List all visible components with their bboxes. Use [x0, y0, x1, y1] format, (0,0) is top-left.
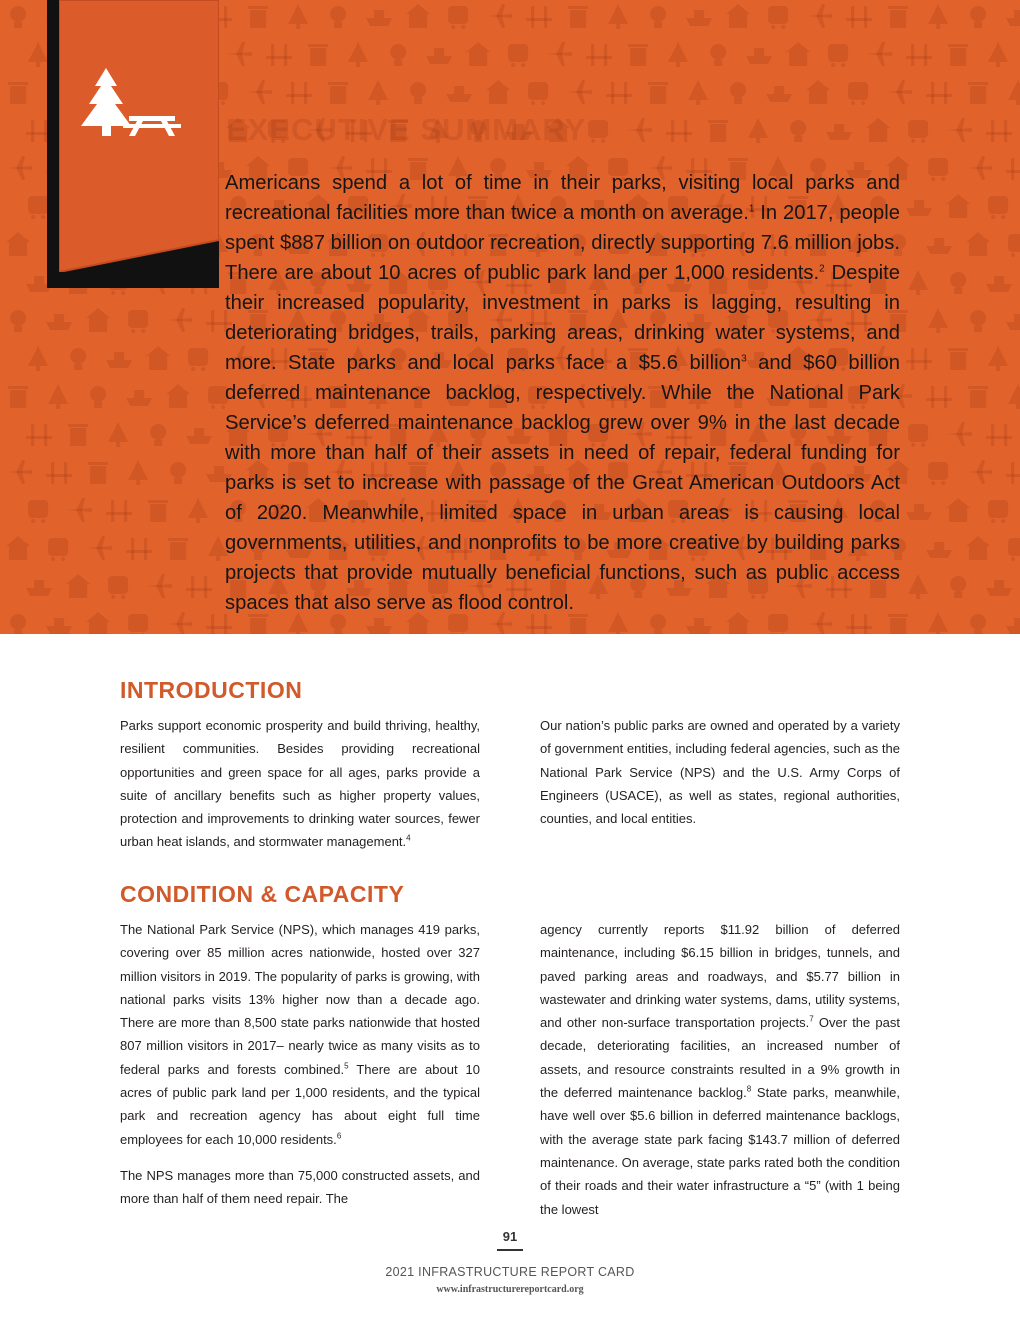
pattern-icon — [766, 86, 792, 102]
pattern-icon — [46, 618, 72, 634]
pattern-icon — [26, 424, 52, 446]
pattern-icon — [908, 270, 928, 295]
pattern-icon — [106, 352, 132, 368]
pattern-icon — [148, 500, 168, 522]
pattern-icon — [926, 82, 952, 104]
pattern-icon — [1008, 538, 1020, 561]
pattern-icon — [906, 348, 932, 370]
pattern-icon — [486, 80, 510, 104]
pattern-icon — [866, 42, 892, 66]
pattern-icon — [966, 232, 990, 256]
pattern-icon — [846, 6, 872, 28]
pattern-icon — [466, 42, 490, 66]
pattern-icon — [768, 6, 788, 29]
pattern-icon — [586, 44, 612, 66]
pattern-icon — [10, 310, 26, 332]
pattern-icon — [188, 498, 208, 523]
pattern-icon — [928, 158, 948, 181]
pattern-icon — [128, 310, 148, 333]
pattern-icon — [568, 6, 588, 28]
introduction-right-paragraph: Our nation’s public parks are owned and operated by a variety of government entities, including federal agencies, such as the National Park Service (NPS) and the U.S. Army Corps of Engineers (USACE), as well as states, regional authorities, counties, and local entities. — [540, 718, 900, 827]
category-ribbon — [59, 0, 219, 272]
footer-report-title: 2021 INFRASTRUCTURE REPORT CARD — [385, 1265, 635, 1279]
pattern-icon — [950, 272, 966, 294]
pattern-icon — [668, 42, 688, 67]
pattern-icon — [908, 120, 928, 143]
pattern-icon — [928, 308, 948, 333]
pattern-icon — [188, 348, 208, 371]
pattern-icon — [366, 10, 392, 26]
footnote-ref-3: 3 — [741, 353, 747, 365]
pattern-icon — [606, 82, 632, 104]
pattern-icon — [546, 42, 572, 66]
pattern-icon — [686, 618, 712, 634]
pattern-icon — [566, 80, 592, 104]
pattern-icon — [368, 80, 388, 105]
pattern-icon — [986, 276, 1012, 292]
pattern-icon — [970, 614, 986, 634]
condition-capacity-heading: CONDITION & CAPACITY — [120, 881, 405, 907]
pattern-icon — [746, 48, 772, 64]
pattern-icon — [1006, 10, 1020, 26]
footnote-ref-5: 5 — [344, 1061, 349, 1071]
pattern-icon — [348, 42, 368, 67]
pattern-icon — [950, 576, 966, 598]
pattern-icon — [186, 576, 212, 598]
pattern-icon — [968, 82, 988, 104]
pattern-icon — [266, 44, 292, 66]
pattern-icon — [970, 6, 986, 28]
pattern-icon — [46, 314, 72, 330]
pattern-icon — [10, 6, 26, 28]
pattern-icon — [946, 498, 970, 522]
pattern-icon — [68, 424, 88, 446]
page-number-rule — [497, 1249, 523, 1251]
introduction-heading: INTRODUCTION — [120, 677, 303, 703]
pattern-icon — [1008, 384, 1020, 409]
pattern-icon — [406, 4, 430, 28]
pattern-icon — [790, 120, 806, 142]
pattern-icon — [226, 42, 252, 66]
pattern-icon — [426, 48, 452, 64]
pattern-icon — [146, 574, 172, 598]
pattern-icon — [588, 120, 608, 143]
pattern-icon — [730, 82, 746, 104]
pattern-icon — [1006, 158, 1020, 180]
pattern-icon — [86, 308, 110, 332]
footnote-ref-7: 7 — [809, 1014, 814, 1024]
pattern-icon — [986, 120, 1012, 142]
pattern-icon — [528, 82, 548, 105]
pattern-icon — [1006, 314, 1020, 330]
page-number: 91 — [502, 1229, 518, 1244]
condition-left-paragraph-2: The NPS manages more than 75,000 constructed assets, and more than half of them need repair. The — [120, 1168, 480, 1207]
pattern-icon — [710, 44, 726, 66]
pattern-icon — [986, 580, 1012, 596]
pattern-icon — [526, 6, 552, 28]
pattern-icon — [288, 4, 308, 29]
footnote-ref-1: 1 — [748, 203, 755, 215]
pattern-icon — [688, 80, 708, 105]
pattern-icon — [1008, 234, 1020, 257]
pattern-icon — [6, 536, 30, 560]
pattern-icon — [988, 42, 1008, 67]
pattern-icon — [1006, 618, 1020, 634]
pattern-icon — [448, 6, 468, 29]
pattern-icon — [946, 194, 970, 218]
footer-website-link[interactable]: www.infrastructurereportcard.org — [436, 1284, 584, 1295]
pattern-icon — [8, 386, 28, 408]
pattern-icon — [66, 498, 92, 522]
pattern-icon — [786, 42, 810, 66]
pattern-icon — [128, 460, 148, 485]
footnote-ref-6: 6 — [336, 1131, 342, 1141]
pattern-icon — [150, 424, 166, 446]
pattern-icon — [166, 308, 192, 332]
pattern-icon — [806, 80, 830, 104]
pattern-icon — [926, 238, 952, 254]
pattern-icon — [650, 6, 666, 28]
pattern-icon — [626, 118, 652, 142]
pattern-icon — [948, 348, 968, 370]
pattern-icon — [28, 500, 48, 523]
pattern-icon — [86, 536, 112, 560]
pattern-icon — [146, 346, 170, 370]
pattern-icon — [946, 422, 972, 446]
pattern-icon — [248, 6, 268, 28]
pattern-icon — [390, 44, 406, 66]
pattern-icon — [988, 500, 1008, 523]
pattern-icon — [28, 196, 48, 219]
condition-right-paragraph: agency currently reports $11.92 billion of deferred maintenance, including $6.15 billion in bridges, tunnels, and paved parking areas and roadways, and $5.77 billion in wastewater and drinking water systems, dams, utility systems, and other non-surface transportation projects.$^7$ Over the past decade, deteriorating facilities, an increased number of assets, and resource constraints resulted in a 9% growth in the deferred maintenance backlog.$^8$ State parks, meanwhile, have well over $5.6 billion in deferred maintenance backlogs, with the average state park facing $143.7 million of deferred maintenance. On average, state parks rated both the condition of their roads and their water infrastructure a “5” (with 1 being the lowest — [540, 922, 901, 1217]
pattern-icon — [970, 310, 986, 332]
introduction-left-paragraph: Parks support economic prosperity and build thriving, healthy, resilient communities. Besides providing recreational opportunities and green space for all ages, parks provide a suite of ancillary benefits such as higher property values, protection and improvements to drinking water sources, fewer urban heat islands, and stormwater management.$^4$ — [120, 718, 480, 850]
pattern-icon — [28, 42, 48, 67]
pattern-icon — [168, 538, 188, 560]
pattern-icon — [988, 196, 1008, 219]
pattern-icon — [726, 4, 750, 28]
pattern-icon — [686, 10, 712, 26]
pattern-icon — [608, 4, 628, 29]
pattern-icon — [8, 82, 28, 104]
pattern-icon — [908, 424, 928, 447]
executive-summary-banner — [0, 0, 1020, 634]
pattern-icon — [48, 384, 68, 409]
pattern-icon — [628, 44, 648, 66]
pattern-icon — [170, 462, 186, 484]
executive-summary-text: Americans spend a lot of time in their parks, visiting local parks and recreational facilities more than twice a month on average.$^1$ In 2017, people spent $887 billion on outdoor recreation, directly supporting 7.6 million jobs. There are about 10 acres of public park land per 1,000 residents.$^2$ Despite their increased popularity, investment in parks is lagging, resulting in deteriorating bridges, trails, parking areas, drinking water systems, and more. State parks and local parks face a $5.6 billion$^3$ and $60 billion deferred maintenance backlog, respectively. While the National Park Service’s deferred maintenance backlog grew over 9% in the last decade with more than half of their assets in need of repair, federal funding for parks is set to increase with passage of the Great American Outdoors Act of 2020. Meanwhile, limited space in urban areas is causing local governments, utilities, and nonprofits to be more creative by building parks projects that provide mutually beneficial functions, such as public access spaces that also serve as flood control. — [225, 172, 900, 614]
footnote-ref-2: 2 — [819, 263, 825, 275]
pattern-icon — [328, 82, 348, 104]
pattern-icon — [86, 612, 110, 634]
pattern-icon — [88, 462, 108, 484]
pattern-icon — [888, 6, 908, 28]
pattern-icon — [908, 574, 928, 599]
pattern-icon — [966, 536, 990, 560]
pattern-icon — [6, 232, 30, 256]
pattern-icon — [988, 346, 1008, 371]
pattern-icon — [366, 618, 392, 634]
pattern-icon — [968, 386, 988, 408]
pattern-icon — [826, 124, 852, 140]
pattern-icon — [928, 4, 948, 29]
pattern-icon — [1008, 80, 1020, 105]
pattern-icon — [828, 44, 848, 67]
pattern-icon — [926, 386, 952, 408]
pattern-icon — [886, 80, 912, 104]
pattern-icon — [648, 82, 668, 104]
pattern-icon — [666, 120, 692, 142]
pattern-icon — [1006, 462, 1020, 484]
pattern-icon — [46, 462, 72, 484]
pattern-icon — [986, 424, 1012, 446]
pattern-icon — [446, 86, 472, 102]
pattern-icon — [126, 390, 152, 406]
pattern-icon — [928, 612, 948, 634]
pattern-icon — [906, 200, 932, 216]
pattern-icon — [948, 44, 968, 66]
pattern-icon — [928, 462, 948, 485]
executive-summary-title: EXECUTIVE SUMMARY — [226, 112, 587, 147]
pattern-icon — [128, 614, 148, 634]
pattern-icon — [966, 156, 992, 180]
pattern-icon — [126, 538, 152, 560]
pattern-icon — [66, 574, 90, 598]
footnote-ref-4: 4 — [406, 834, 411, 844]
pattern-icon — [48, 538, 68, 561]
pattern-icon — [90, 386, 106, 408]
pattern-icon — [6, 460, 32, 484]
pattern-icon — [806, 4, 832, 28]
pattern-icon — [410, 82, 426, 104]
pattern-icon — [10, 614, 26, 634]
pattern-icon — [866, 118, 890, 142]
pattern-icon — [926, 542, 952, 558]
pattern-icon — [108, 422, 128, 447]
condition-left-paragraph-1: The National Park Service (NPS), which manages 419 parks, covering over 85 million acres nationwide, hosted over 327 million visitors in 2019. The popularity of parks is growing, with national parks visits 13% higher now than a decade ago. There are more than 8,500 state parks nationwide that hosted 807 million visitors in 2017– nearly twice as many visits as to federal parks and forests combined.$^5$ There are about 10 acres of public park land per 1,000 residents, and the typical park and recreation agency has about eight full time employees for each 10,000 residents.$^6$ — [120, 922, 481, 1147]
pattern-icon — [186, 428, 212, 444]
pattern-icon — [108, 576, 128, 599]
pattern-icon — [106, 500, 132, 522]
pattern-icon — [748, 118, 768, 143]
pattern-icon — [246, 80, 272, 104]
pattern-icon — [486, 4, 512, 28]
pattern-icon — [906, 44, 932, 66]
pattern-icon — [28, 346, 48, 371]
pattern-icon — [166, 384, 190, 408]
pattern-icon — [166, 612, 192, 634]
pattern-icon — [308, 44, 328, 66]
pattern-icon — [508, 44, 528, 67]
footnote-ref-8: 8 — [746, 1084, 752, 1094]
pattern-icon — [286, 82, 312, 104]
pattern-icon — [966, 460, 992, 484]
pattern-icon — [708, 120, 728, 142]
pattern-icon — [848, 82, 868, 105]
pattern-icon — [946, 118, 972, 142]
pattern-icon — [330, 6, 346, 28]
pattern-icon — [6, 156, 32, 180]
pattern-icon — [906, 504, 932, 520]
pattern-icon — [70, 348, 86, 370]
pattern-icon — [26, 580, 52, 596]
